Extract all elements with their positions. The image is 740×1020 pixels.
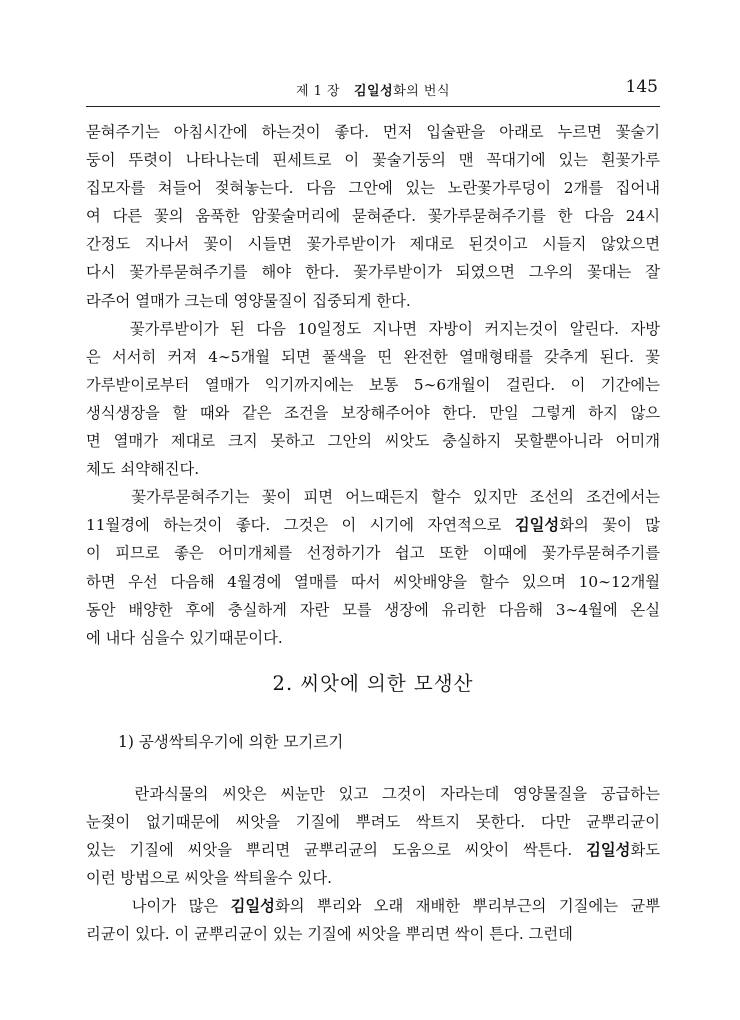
text-line bbox=[86, 780, 660, 808]
text-segment: 이 피므로 좋은 어미개체를 선정하기가 쉽고 또한 이때에 꽃가루묻혀주기를 bbox=[86, 544, 660, 563]
text-segment: 면 열매가 제대로 크지 못하고 그안의 씨앗도 충실하지 못할뿐아니라 어미개 bbox=[86, 432, 660, 451]
text-segment: 꽃가루묻혀주기는 꽃이 피면 어느때든지 할수 있지만 조선의 조건에서는 bbox=[86, 488, 660, 507]
text-segment: 다시 꽃가루묻혀주기를 해야 한다. 꽃가루받이가 되였으면 그우의 꽃대는 잘 bbox=[86, 263, 660, 282]
header-rest: 화의 번식 bbox=[393, 84, 451, 99]
bold-name: 김일성 bbox=[230, 897, 275, 916]
text-segment: 간정도 지나서 꽃이 시들면 꽃가루받이가 제대로 된것이고 시들지 않았으면 bbox=[86, 235, 660, 254]
page-number: 145 bbox=[625, 77, 658, 97]
text-line bbox=[86, 202, 660, 230]
text-line bbox=[86, 539, 660, 567]
text-segment: 리균이 있다. 이 균뿌리균이 있는 기질에 씨앗을 뿌리면 싹이 튼다. 그런데 bbox=[86, 925, 573, 944]
text-line bbox=[86, 427, 660, 455]
paragraph-4 bbox=[86, 780, 660, 892]
text-line bbox=[86, 287, 660, 315]
text-segment: 집모자를 쳐들어 젖혀놓는다. 다음 그안에 있는 노란꽃가루덩이 2개를 집어내 bbox=[86, 179, 660, 198]
text-line bbox=[86, 892, 660, 920]
text-segment: 하면 우선 다음해 4월경에 열매를 따서 씨앗배양을 할수 있으며 10∼12개월 bbox=[86, 572, 660, 591]
paragraph-5 bbox=[86, 892, 660, 948]
running-header bbox=[86, 77, 660, 107]
text-line bbox=[86, 258, 660, 286]
text-segment: 꽃가루받이가 된 다음 10일정도 지나면 자방이 커지는것이 알린다. 자방 bbox=[86, 319, 660, 338]
text-segment: 생식생장을 할 때와 같은 조건을 보장해주어야 한다. 만일 그렇게 하지 않으 bbox=[86, 403, 660, 422]
text-segment: 11월경에 하는것이 좋다. 그것은 이 시기에 자연적으로 bbox=[86, 516, 515, 535]
paragraph-2 bbox=[86, 315, 660, 484]
text-segment: 라주어 열매가 크는데 영양물질이 집중되게 한다. bbox=[86, 291, 411, 310]
text-segment: 화의 뿌리와 오래 재배한 뿌리부근의 기질에는 균뿌 bbox=[274, 897, 660, 916]
text-line bbox=[86, 371, 660, 399]
text-line bbox=[86, 624, 660, 652]
text-line bbox=[86, 511, 660, 539]
text-segment: 체도 쇠약해진다. bbox=[86, 460, 200, 479]
body-text-bottom bbox=[86, 780, 660, 949]
text-line bbox=[86, 399, 660, 427]
text-segment: 나이가 많은 bbox=[86, 897, 231, 916]
text-line bbox=[86, 146, 660, 174]
text-line bbox=[86, 596, 660, 624]
text-segment: 동안 배양한 후에 충실하게 자란 모를 생장에 유리한 다음해 3∼4월에 온실 bbox=[86, 600, 660, 619]
section-heading: 2. 씨앗에 의한 모생산 bbox=[272, 672, 474, 695]
text-segment: 이런 방법으로 씨앗을 싹틔울수 있다. bbox=[86, 869, 332, 888]
bold-name: 김일성 bbox=[586, 841, 631, 860]
text-line bbox=[86, 568, 660, 596]
body-text-top bbox=[86, 118, 660, 652]
bold-name: 김일성 bbox=[514, 516, 560, 535]
text-line bbox=[86, 343, 660, 371]
text-line bbox=[86, 864, 660, 892]
paragraph-3 bbox=[86, 483, 660, 652]
text-segment: 가루받이로부터 열매가 익기까지에는 보통 5∼6개월이 걸린다. 이 기간에는 bbox=[86, 375, 660, 394]
header-name: 김일성 bbox=[354, 84, 394, 99]
text-segment: 묻혀주기는 아침시간에 하는것이 좋다. 먼저 입술판을 아래로 누르면 꽃술기 bbox=[86, 123, 660, 141]
text-line bbox=[86, 174, 660, 202]
text-segment: 화의 꽃이 많 bbox=[559, 516, 660, 535]
text-segment: 화도 bbox=[630, 841, 660, 860]
text-line bbox=[86, 230, 660, 258]
text-line bbox=[86, 483, 660, 511]
text-line bbox=[86, 118, 660, 146]
text-segment: 란과식물의 씨앗은 씨눈만 있고 그것이 자라는데 영양물질을 공급하는 bbox=[86, 785, 660, 803]
text-segment: 둥이 뚜렷이 나타나는데 핀세트로 이 꽃술기둥의 맨 꼭대기에 있는 흰꽃가루 bbox=[86, 151, 660, 170]
text-line bbox=[86, 836, 660, 864]
paragraph-1 bbox=[86, 118, 660, 315]
text-segment: 눈젖이 없기때문에 씨앗을 기질에 뿌려도 싹트지 못한다. 다만 균뿌리균이 bbox=[86, 813, 660, 832]
text-segment: 여 다른 꽃의 움푹한 암꽃술머리에 묻혀준다. 꽃가루묻혀주기를 한 다음 24시 bbox=[86, 207, 660, 226]
text-segment: 있는 기질에 씨앗을 뿌리면 균뿌리균의 도움으로 씨앗이 싹튼다. bbox=[86, 841, 587, 860]
header-title bbox=[86, 80, 660, 99]
text-segment: 에 내다 심을수 있기때문이다. bbox=[86, 628, 283, 647]
header-chapter: 제 1 장 bbox=[295, 84, 341, 99]
text-line bbox=[86, 455, 660, 483]
subsection-heading: 1) 공생싹틔우기에 의한 모기르기 bbox=[118, 733, 344, 751]
text-line bbox=[86, 808, 660, 836]
text-line bbox=[86, 315, 660, 343]
text-line bbox=[86, 920, 660, 948]
text-segment: 은 서서히 커져 4∼5개월 되면 풀색을 띤 완전한 열매형태를 갖추게 된다. 꽃 bbox=[86, 347, 660, 366]
